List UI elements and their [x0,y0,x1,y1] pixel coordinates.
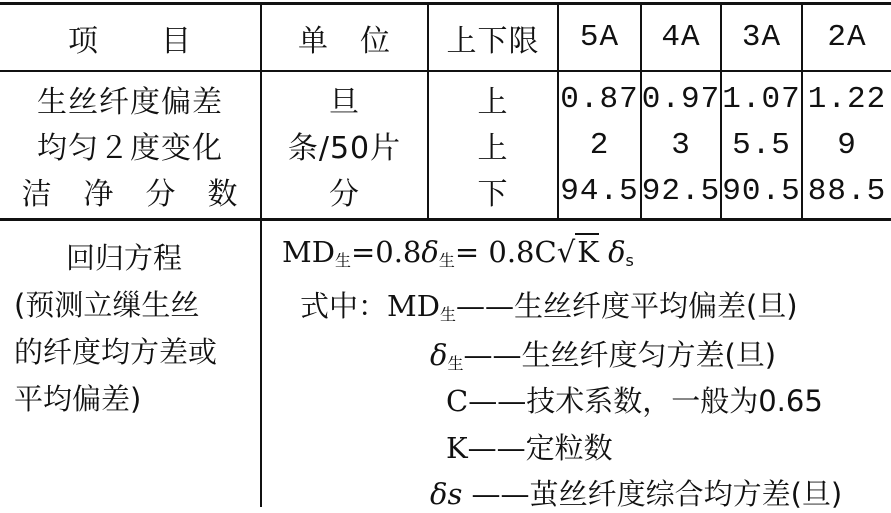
row-value: 0.87 [560,81,639,117]
definition-line [300,284,798,325]
definition-text: 技术系数，一般为0.65 [526,384,823,418]
definition-dash: —— [467,431,526,465]
row-value: 94.5 [560,173,639,209]
eq-md: MD [282,235,335,269]
header-unit: 单 位 [298,23,391,59]
definition-text: 生丝纤度平均偏差(旦) [513,289,798,323]
eq-delta-sub: 生 [438,251,455,270]
header-grade-5a: 5A [579,20,620,55]
definition-symbol: δs [430,477,463,511]
eq-part-2: = 0.8C [454,235,557,269]
definition-sub: 生 [439,305,456,324]
definition-dash: —— [462,477,530,511]
definition-text: 茧丝纤度综合均方差(旦) [529,477,843,511]
definition-symbol: K [446,431,468,465]
row-item: 均匀２度变化 [37,131,223,166]
eq-part-1: =0.8 [350,235,422,269]
regression-label-line: 回归方程 [66,241,183,275]
definition-prefix: 式中： [300,289,388,323]
definition-sub: 生 [447,354,464,373]
row-unit: 分 [329,177,360,212]
eq-k: K [577,235,599,269]
row-value: 0.97 [641,81,721,117]
header-grade-3a: 3A [741,20,782,55]
definition-text: 生丝纤度匀方差(旦) [521,338,777,372]
definition-text: 定粒数 [525,431,613,465]
definition-dash: —— [468,384,527,418]
sqrt-icon: √ [556,235,576,269]
row-limit: 上 [477,85,509,120]
row-value: 90.5 [722,173,801,209]
eq-ds-sub: s [625,251,634,270]
definition-symbol: MD [387,289,440,323]
regression-label-line: 的纤度均方差或 [14,335,218,369]
row-value: 92.5 [641,173,721,209]
definition-dash: —— [455,289,514,323]
row-value: 3 [671,127,691,163]
header-limit: 上下限 [446,23,540,59]
eq-delta: δ [421,235,439,269]
eq-ds: δ [608,235,626,269]
regression-label-line: (预测立缫生丝 [14,288,200,322]
row-value: 1.22 [807,81,887,117]
section-rule [0,218,891,221]
row-item: 洁 净 分 数 [21,177,239,212]
row-value: 2 [589,127,610,163]
regression-label-line: 平均偏差) [14,382,142,416]
header-grade-2a: 2A [827,20,867,55]
definition-line [446,379,823,420]
row-limit: 上 [477,131,509,166]
definition-line [430,472,842,513]
definition-dash: —— [463,338,522,372]
row-value: 9 [837,127,857,163]
eq-md-sub: 生 [334,251,351,270]
row-unit: 条/50片 [287,131,402,166]
regression-equation [282,235,634,271]
header-rule [0,70,891,72]
header-grade-4a: 4A [661,20,701,55]
row-limit: 下 [477,177,509,212]
definition-symbol: C [446,384,469,418]
row-unit: 旦 [329,85,360,120]
row-value: 5.5 [732,127,791,163]
definition-line [430,333,776,374]
definition-line [446,426,613,467]
row-value: 1.07 [722,81,801,117]
header-item: 项 目 [68,23,192,59]
row-value: 88.5 [807,173,887,209]
definition-symbol: δ [430,338,448,372]
row-item: 生丝纤度偏差 [37,85,223,120]
